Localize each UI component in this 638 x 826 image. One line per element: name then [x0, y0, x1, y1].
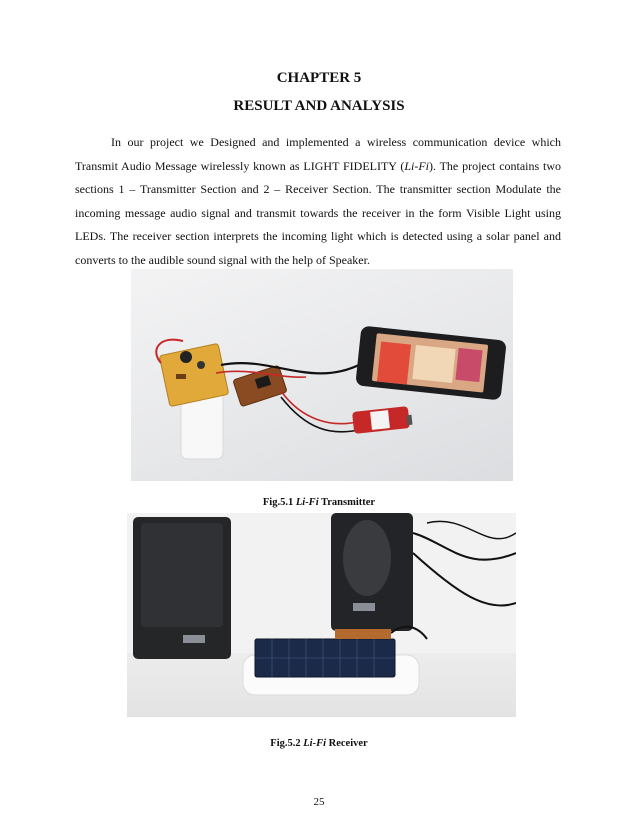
caption-suffix: Receiver — [328, 738, 368, 749]
paragraph-text-2: ). The project contains two sections 1 – Transmitter Section and 2 – Receiver Section. The transmitter section Modulate the incoming message audio signal and transmit towards the receiver in the form Visible Light using LEDs. The receiver section interprets the incoming light which is detected using a solar panel and converts to the audible sound signal with the help of Speaker. — [75, 158, 561, 267]
caption-italic: Li-Fi — [295, 497, 319, 508]
section-title: RESULT AND ANALYSIS — [233, 98, 405, 114]
transmitter-illustration — [131, 269, 513, 481]
caption-label: Fig.5.1 — [262, 497, 294, 508]
figure-caption-1 — [0, 497, 638, 508]
chapter-heading: CHAPTER 5 — [276, 70, 362, 86]
paragraph-italic-term: Li-Fi — [404, 158, 430, 173]
receiver-photo — [127, 513, 516, 717]
receiver-illustration — [127, 513, 516, 717]
caption-label: Fig.5.2 — [270, 738, 301, 749]
transmitter-photo — [131, 269, 513, 481]
caption-italic: Li-Fi — [303, 738, 327, 749]
figure-caption-2 — [0, 738, 638, 749]
paragraph-text-1: In our project we Designed and implemented a wireless communication device which Transmit Audio Message wirelessly known as LIGHT FIDELITY ( — [75, 135, 561, 173]
page-number: 25 — [313, 796, 325, 808]
body-paragraph — [75, 131, 561, 272]
caption-suffix: Transmitter — [321, 497, 376, 508]
